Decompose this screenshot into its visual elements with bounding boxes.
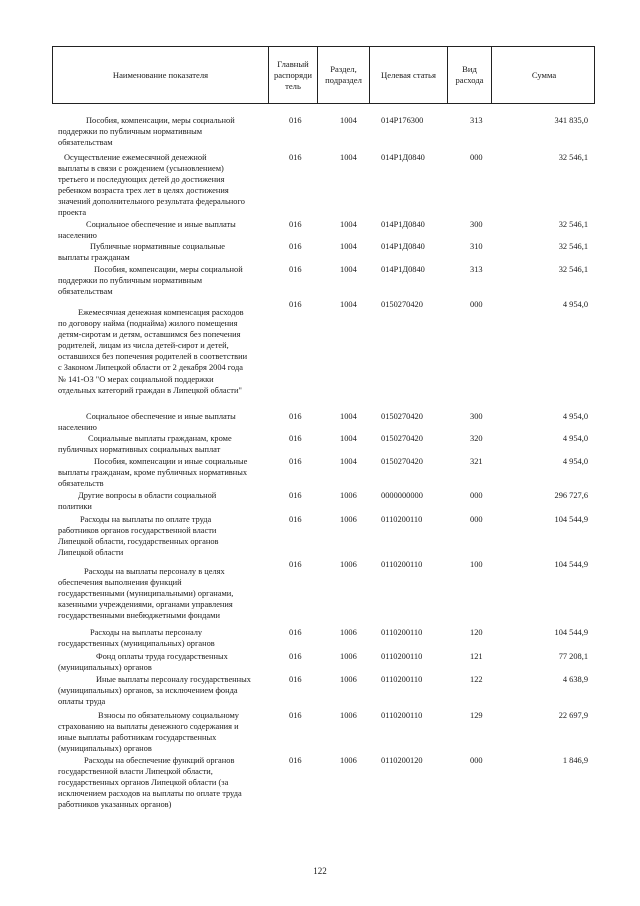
row-chief-manager: 016 bbox=[289, 756, 302, 765]
row-name-line: (муниципальных) органов bbox=[58, 663, 152, 673]
row-name-line: обязательствам bbox=[58, 138, 113, 148]
row-target-article: 014Р1Д0840 bbox=[381, 242, 425, 251]
row-expense-type: 000 bbox=[470, 300, 483, 309]
row-target-article: 014Р176300 bbox=[381, 116, 424, 125]
row-section: 1004 bbox=[340, 220, 357, 229]
page-number: 122 bbox=[313, 866, 327, 876]
row-sum: 32 546,1 bbox=[558, 242, 588, 251]
row-expense-type: 000 bbox=[470, 756, 483, 765]
row-name-line: политики bbox=[58, 502, 92, 512]
row-name bbox=[58, 651, 270, 673]
row-name bbox=[58, 433, 270, 455]
row-chief-manager: 016 bbox=[289, 300, 302, 309]
row-chief-manager: 016 bbox=[289, 491, 302, 500]
row-name-line: государственными (муниципальными) органами, bbox=[58, 589, 234, 599]
row-name-line: работников органов государственной власти bbox=[58, 526, 217, 536]
header-expense-type: Вид расхода bbox=[447, 47, 491, 103]
row-name bbox=[58, 411, 270, 433]
row-name-line: обязательствам bbox=[58, 287, 113, 297]
row-sum: 296 727,6 bbox=[554, 491, 588, 500]
row-section: 1004 bbox=[340, 242, 357, 251]
row-sum: 104 544,9 bbox=[554, 560, 588, 569]
row-chief-manager: 016 bbox=[289, 457, 302, 466]
row-name bbox=[58, 514, 270, 558]
row-target-article: 0110200110 bbox=[381, 652, 423, 661]
row-sum: 104 544,9 bbox=[554, 628, 588, 637]
row-chief-manager: 016 bbox=[289, 628, 302, 637]
row-name-line: (муниципальных) органов, за исключением фонда bbox=[58, 686, 238, 696]
row-name-line: казенными учреждениями, органами управления bbox=[58, 600, 233, 610]
row-expense-type: 313 bbox=[470, 116, 483, 125]
row-name bbox=[58, 490, 270, 512]
row-name-line: поддержки по публичным нормативным bbox=[58, 276, 203, 286]
row-section: 1004 bbox=[340, 412, 357, 421]
row-sum: 32 546,1 bbox=[558, 153, 588, 162]
row-target-article: 0110200110 bbox=[381, 628, 423, 637]
row-expense-type: 000 bbox=[470, 153, 483, 162]
row-target-article: 014Р1Д0840 bbox=[381, 220, 425, 229]
row-name-line: государственной власти Липецкой области, bbox=[58, 767, 213, 777]
row-name-line: Липецкой области bbox=[58, 548, 124, 558]
row-chief-manager: 016 bbox=[289, 412, 302, 421]
row-name-line: страхованию на выплаты денежного содержания и bbox=[58, 722, 239, 732]
table-header bbox=[52, 46, 595, 104]
row-sum: 104 544,9 bbox=[554, 515, 588, 524]
row-name bbox=[58, 456, 270, 489]
row-name bbox=[58, 115, 270, 148]
row-section: 1004 bbox=[340, 434, 357, 443]
header-sum: Сумма bbox=[491, 47, 596, 103]
row-name-line: обеспечения выполнения функций bbox=[58, 578, 182, 588]
row-chief-manager: 016 bbox=[289, 116, 302, 125]
row-name-line: Расходы на выплаты персоналу в целях bbox=[84, 567, 225, 576]
row-expense-type: 310 bbox=[470, 242, 483, 251]
row-chief-manager: 016 bbox=[289, 711, 302, 720]
row-target-article: 014Р1Д0840 bbox=[381, 153, 425, 162]
row-name-line: ребенком возраста трех лет в целях достижения bbox=[58, 186, 229, 196]
row-name bbox=[58, 241, 270, 263]
row-name-line: публичных нормативных социальных выплат bbox=[58, 445, 221, 455]
row-chief-manager: 016 bbox=[289, 153, 302, 162]
row-name-line: оставшихся без попечения родителей в соответствии bbox=[58, 352, 248, 362]
row-name-line: выплаты в связи с рождением (усыновлением) bbox=[58, 164, 224, 174]
row-chief-manager: 016 bbox=[289, 220, 302, 229]
row-expense-type: 000 bbox=[470, 491, 483, 500]
row-target-article: 0150270420 bbox=[381, 457, 423, 466]
row-name-line: с Законом Липецкой области от 2 декабря 2004 года bbox=[58, 363, 243, 373]
row-target-article: 0150270420 bbox=[381, 434, 423, 443]
row-sum: 1 846,9 bbox=[562, 756, 588, 765]
row-name bbox=[58, 264, 270, 297]
row-sum: 32 546,1 bbox=[558, 265, 588, 274]
row-chief-manager: 016 bbox=[289, 242, 302, 251]
row-name bbox=[58, 152, 270, 219]
row-section: 1004 bbox=[340, 116, 357, 125]
row-name-line: Расходы на обеспечение функций органов bbox=[84, 756, 235, 765]
row-name-line: (муниципальных) органов bbox=[58, 744, 152, 754]
row-sum: 22 697,9 bbox=[558, 711, 588, 720]
row-name-line: Расходы на выплаты персоналу bbox=[90, 628, 203, 637]
row-name-line: детям-сиротам и детям, оставшимся без попечения bbox=[58, 330, 241, 340]
row-target-article: 0000000000 bbox=[381, 491, 423, 500]
row-section: 1004 bbox=[340, 153, 357, 162]
header-chief-manager: Главный распоряди тель bbox=[268, 47, 317, 103]
row-sum: 4 954,0 bbox=[562, 457, 588, 466]
row-name-line: Осуществление ежемесячной денежной bbox=[64, 153, 207, 162]
row-name-line: Социальные выплаты гражданам, кроме bbox=[88, 434, 232, 443]
row-section: 1006 bbox=[340, 652, 357, 661]
row-sum: 4 638,9 bbox=[562, 675, 588, 684]
row-name-line: Ежемесячная денежная компенсация расходов bbox=[78, 308, 244, 317]
row-name-line: поддержки по публичным нормативным bbox=[58, 127, 203, 137]
row-name-line: иные выплаты работникам государственных bbox=[58, 733, 217, 743]
row-section: 1006 bbox=[340, 756, 357, 765]
row-chief-manager: 016 bbox=[289, 560, 302, 569]
row-expense-type: 000 bbox=[470, 515, 483, 524]
row-expense-type: 320 bbox=[470, 434, 483, 443]
row-name-line: Пособия, компенсации, меры социальной bbox=[94, 265, 243, 274]
row-section: 1004 bbox=[340, 457, 357, 466]
row-target-article: 0110200110 bbox=[381, 675, 423, 684]
row-name bbox=[58, 219, 270, 241]
row-name-line: Социальное обеспечение и иные выплаты bbox=[86, 412, 236, 421]
row-name bbox=[58, 755, 270, 810]
row-target-article: 0110200120 bbox=[381, 756, 423, 765]
row-sum: 32 546,1 bbox=[558, 220, 588, 229]
row-name-line: Публичные нормативные социальные bbox=[90, 242, 225, 251]
row-chief-manager: 016 bbox=[289, 652, 302, 661]
row-name-line: выплаты гражданам bbox=[58, 253, 130, 263]
row-name-line: государственными внебюджетными фондами bbox=[58, 611, 220, 621]
row-name-line: населению bbox=[58, 423, 97, 433]
row-name-line: населению bbox=[58, 231, 97, 241]
row-sum: 77 208,1 bbox=[558, 652, 588, 661]
row-name bbox=[58, 566, 270, 621]
row-expense-type: 120 bbox=[470, 628, 483, 637]
row-section: 1006 bbox=[340, 711, 357, 720]
row-name-line: Пособия, компенсации и иные социальные bbox=[94, 457, 248, 466]
row-name-line: государственных органов Липецкой области (за bbox=[58, 778, 229, 788]
row-name-line: Пособия, компенсации, меры социальной bbox=[86, 116, 235, 125]
row-name-line: работников указанных органов) bbox=[58, 800, 172, 810]
row-name-line: третьего и последующих детей до достижения bbox=[58, 175, 225, 185]
row-chief-manager: 016 bbox=[289, 265, 302, 274]
row-chief-manager: 016 bbox=[289, 675, 302, 684]
row-expense-type: 121 bbox=[470, 652, 483, 661]
row-name-line: Расходы на выплаты по оплате труда bbox=[80, 515, 212, 524]
row-expense-type: 300 bbox=[470, 220, 483, 229]
row-name-line: исключением расходов на выплаты по оплате труда bbox=[58, 789, 242, 799]
row-section: 1004 bbox=[340, 265, 357, 274]
row-name bbox=[58, 307, 270, 396]
row-name-line: оплаты труда bbox=[58, 697, 106, 707]
row-name-line: родителей, лицам из числа детей-сирот и детей, bbox=[58, 341, 229, 351]
row-name-line: отдельных категорий граждан в Липецкой области" bbox=[58, 385, 242, 395]
row-target-article: 0110200110 bbox=[381, 560, 423, 569]
row-name-line: Другие вопросы в области социальной bbox=[78, 491, 217, 500]
row-section: 1006 bbox=[340, 515, 357, 524]
row-section: 1006 bbox=[340, 675, 357, 684]
row-name-line: Социальное обеспечение и иные выплаты bbox=[86, 220, 236, 229]
header-target-article: Целевая статья bbox=[369, 47, 447, 103]
row-section: 1004 bbox=[340, 300, 357, 309]
row-sum: 4 954,0 bbox=[562, 412, 588, 421]
row-name-line: государственных (муниципальных) органов bbox=[58, 639, 215, 649]
row-chief-manager: 016 bbox=[289, 515, 302, 524]
row-target-article: 014Р1Д0840 bbox=[381, 265, 425, 274]
row-name bbox=[58, 627, 270, 649]
row-name-line: значений дополнительного результата федерального bbox=[58, 197, 245, 207]
header-section: Раздел, подраздел bbox=[317, 47, 369, 103]
row-sum: 4 954,0 bbox=[562, 300, 588, 309]
row-expense-type: 321 bbox=[470, 457, 483, 466]
row-section: 1006 bbox=[340, 628, 357, 637]
row-sum: 341 835,0 bbox=[554, 116, 588, 125]
row-name-line: проекта bbox=[58, 208, 87, 218]
row-name-line: Фонд оплаты труда государственных bbox=[96, 652, 228, 661]
row-target-article: 0150270420 bbox=[381, 412, 423, 421]
row-name-line: Иные выплаты персоналу государственных bbox=[96, 675, 251, 684]
row-name-line: обязательств bbox=[58, 479, 104, 489]
row-name-line: Липецкой области, государственных органов bbox=[58, 537, 219, 547]
row-section: 1006 bbox=[340, 560, 357, 569]
row-target-article: 0110200110 bbox=[381, 711, 423, 720]
row-expense-type: 300 bbox=[470, 412, 483, 421]
row-name-line: № 141-ОЗ "О мерах социальной поддержки bbox=[58, 374, 214, 384]
row-target-article: 0150270420 bbox=[381, 300, 423, 309]
row-name bbox=[58, 674, 270, 707]
row-name-line: Взносы по обязательному социальному bbox=[98, 711, 239, 720]
row-name-line: по договору найма (поднайма) жилого помещения bbox=[58, 319, 238, 329]
row-target-article: 0110200110 bbox=[381, 515, 423, 524]
row-name-line: выплаты гражданам, кроме публичных нормативных bbox=[58, 468, 248, 478]
row-expense-type: 313 bbox=[470, 265, 483, 274]
row-expense-type: 100 bbox=[470, 560, 483, 569]
row-chief-manager: 016 bbox=[289, 434, 302, 443]
header-name: Наименование показателя bbox=[112, 69, 209, 80]
row-name bbox=[58, 710, 270, 754]
row-section: 1006 bbox=[340, 491, 357, 500]
row-expense-type: 122 bbox=[470, 675, 483, 684]
row-sum: 4 954,0 bbox=[562, 434, 588, 443]
row-expense-type: 129 bbox=[470, 711, 483, 720]
